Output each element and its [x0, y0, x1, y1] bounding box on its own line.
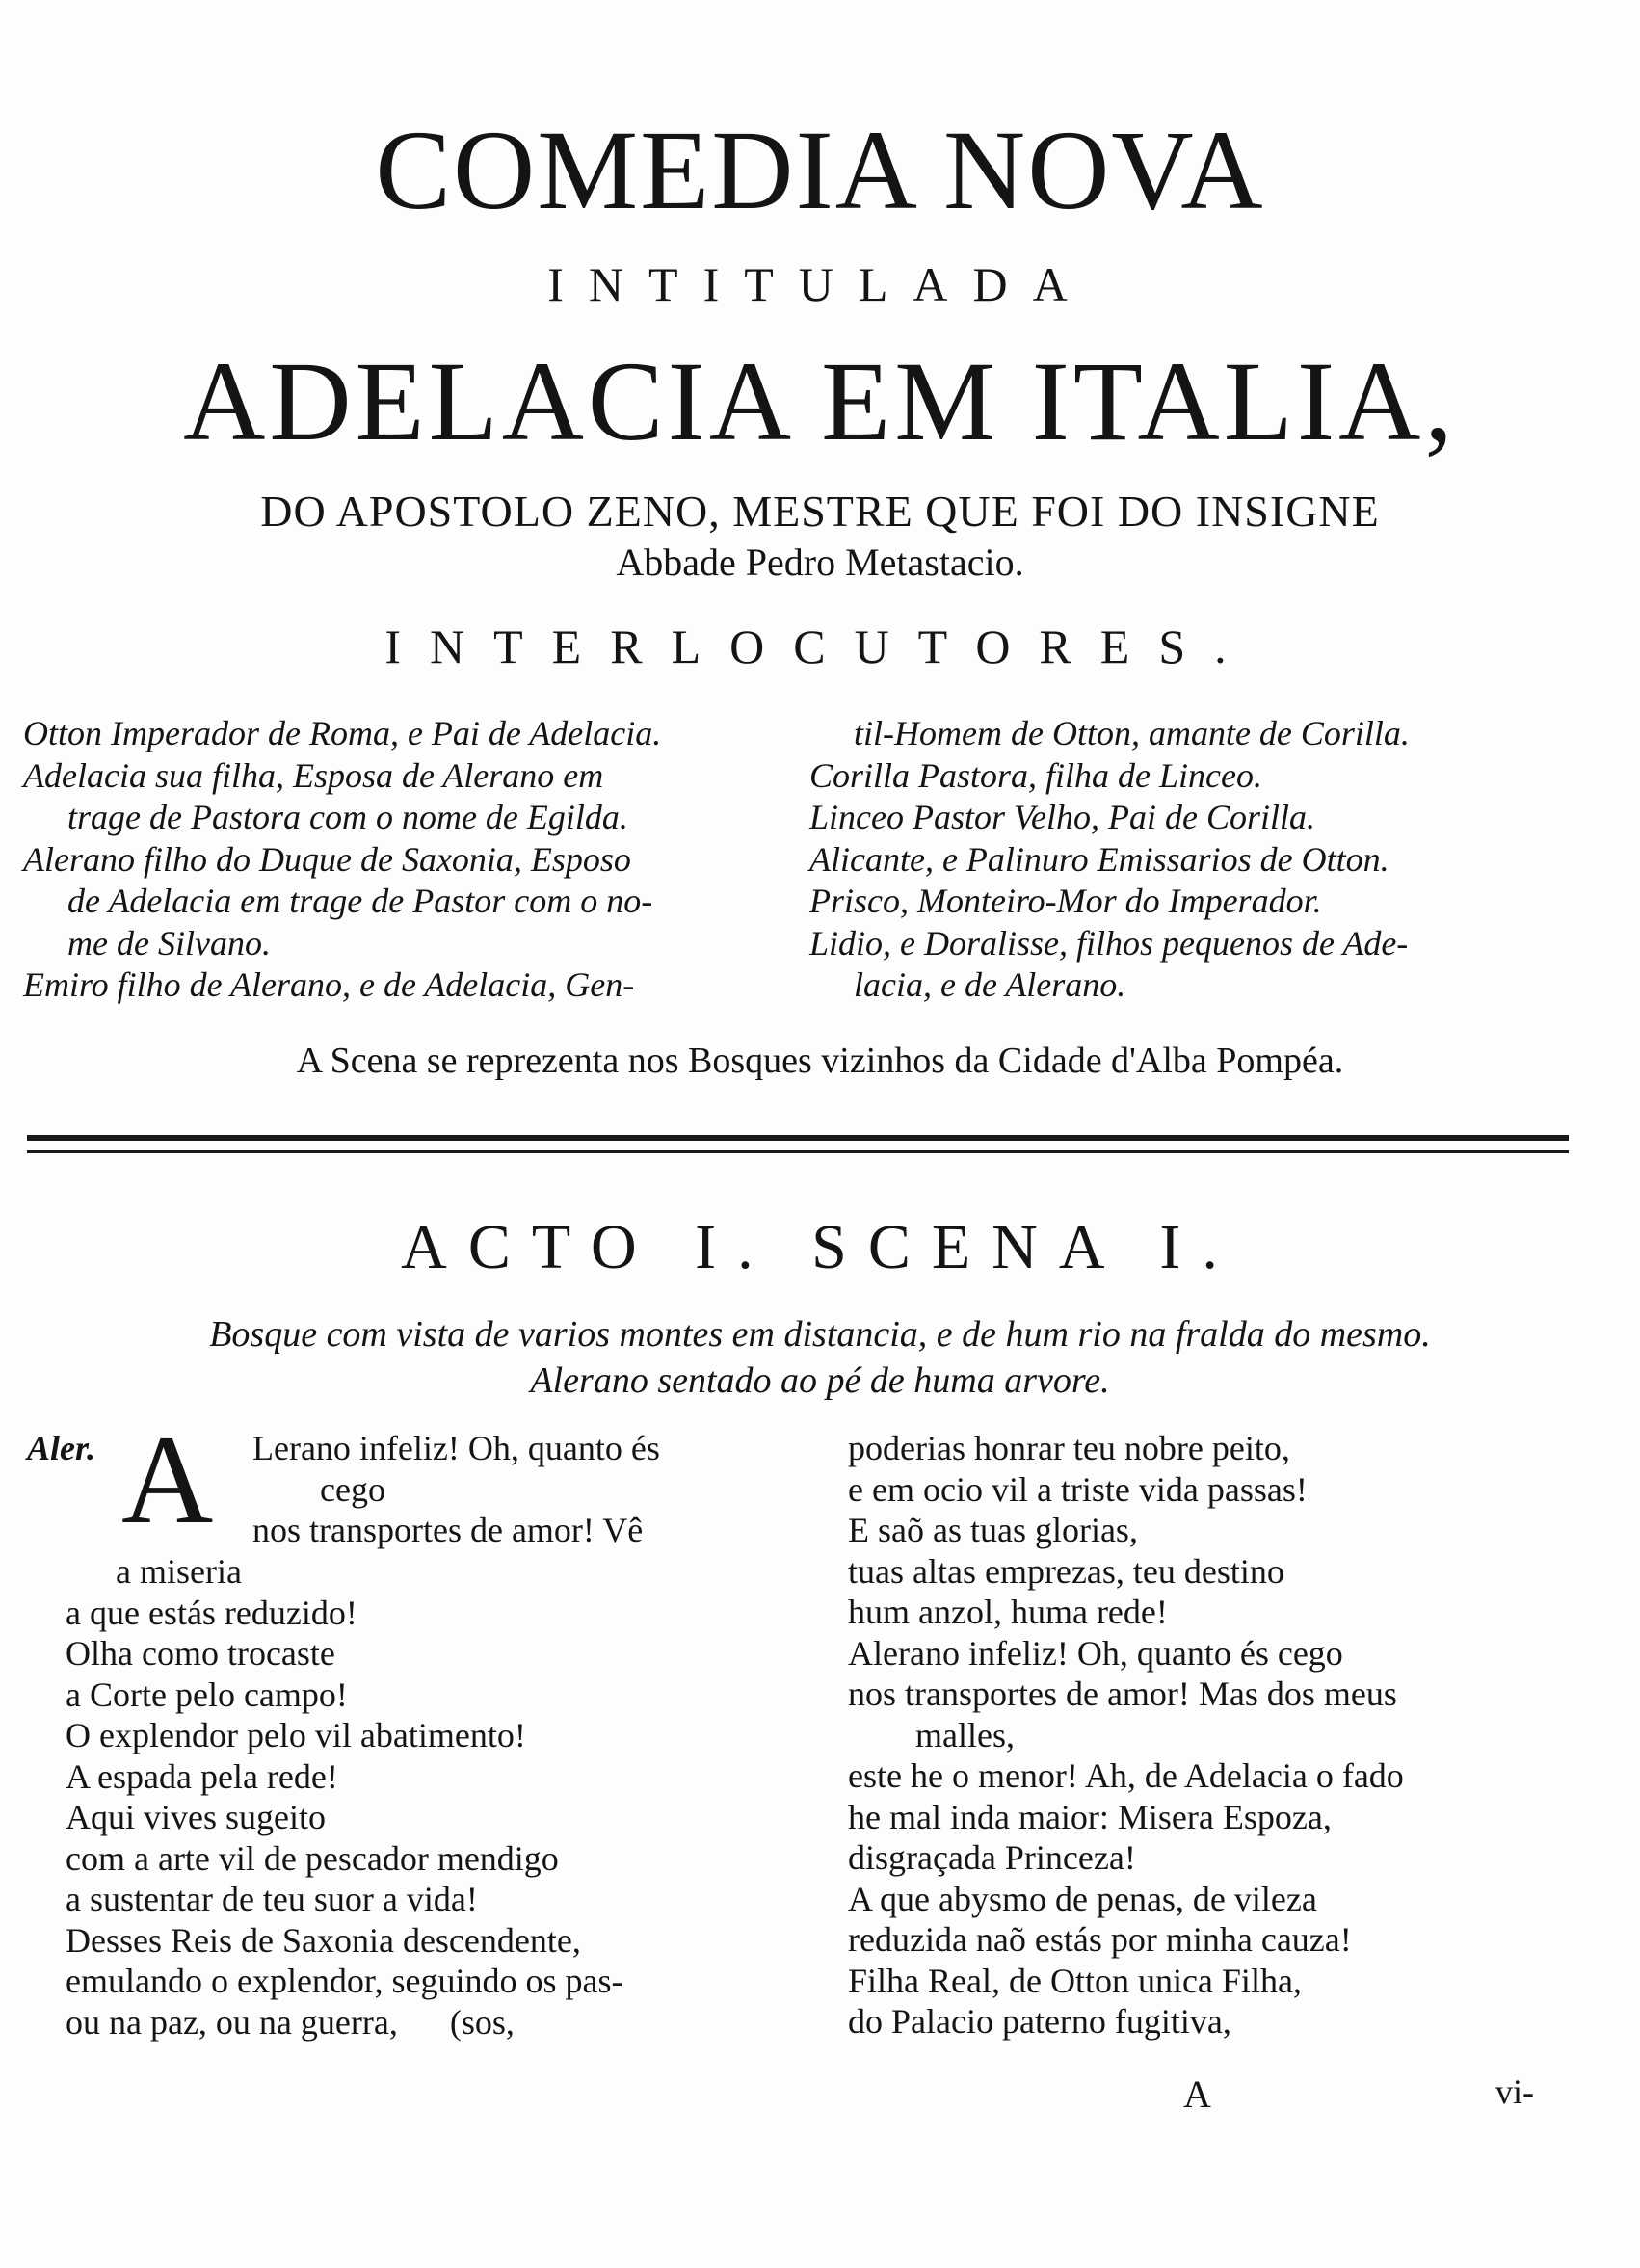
stage-direction: Alerano sentado ao pé de huma arvore.	[530, 1360, 1110, 1401]
cast-line: Corilla Pastora, filha de Linceo.	[809, 755, 1263, 795]
cast-line: Emiro filho de Alerano, e de Adelacia, Gen-	[23, 965, 635, 1004]
verse-line: Olha como trocaste	[66, 1634, 335, 1673]
cast-line: Alicante, e Palinuro Emissarios de Otton.	[809, 839, 1389, 879]
act-heading: ACTO I. SCENA I.	[401, 1212, 1239, 1282]
verse-column-right	[848, 1428, 1404, 2043]
stage-direction: Bosque com vista de varios montes em distancia, e de hum rio na fralda do mesmo.	[209, 1314, 1431, 1355]
verse-line: a que estás reduzido!	[66, 1593, 357, 1632]
verse-line: Alerano infeliz! Oh, quanto és cego	[848, 1633, 1343, 1673]
cast-line: Lidio, e Doralisse, filhos pequenos de Ade-	[809, 923, 1409, 963]
verse-line: do Palacio paterno fugitiva,	[848, 2002, 1231, 2041]
verse-column-left-opening	[252, 1428, 660, 1551]
verse-line: este he o menor! Ah, de Adelacia o fado	[848, 1756, 1404, 1795]
verse-line: reduzida naõ estás por minha cauza!	[848, 1920, 1352, 1959]
verse-line: disgraçada Princeza!	[848, 1838, 1136, 1877]
verse-line: nos transportes de amor! Vê	[252, 1511, 644, 1549]
cast-line: me de Silvano.	[67, 923, 271, 963]
verse-line: A que abysmo de penas, de vileza	[848, 1879, 1317, 1918]
cast-line: til-Homem de Otton, amante de Corilla.	[854, 714, 1410, 752]
verse-line: E saõ as tuas glorias,	[848, 1511, 1138, 1549]
verse-line: com a arte vil de pescador mendigo	[66, 1838, 559, 1878]
signature-mark: A	[1183, 2072, 1211, 2116]
cast-list-left	[23, 713, 784, 1007]
verse-line: a Corte pelo campo!	[66, 1675, 348, 1714]
verse-line: Filha Real, de Otton unica Filha,	[848, 1961, 1302, 2000]
interlocutores-heading: INTERLOCUTORES.	[384, 620, 1256, 673]
cast-line: Prisco, Monteiro-Mor do Imperador.	[809, 882, 1322, 920]
cast-line: de Adelacia em trage de Pastor com o no-	[67, 882, 653, 920]
verse-line: he mal inda maior: Misera Espoza,	[848, 1797, 1332, 1836]
verse-line: a sustentar de teu suor a vida!	[66, 1880, 478, 1918]
verse-column-left	[66, 1551, 622, 2043]
verse-line: malles,	[915, 1715, 1015, 1754]
cast-line: Linceo Pastor Velho, Pai de Corilla.	[809, 798, 1315, 836]
verse-line: Lerano infeliz! Oh, quanto és	[252, 1429, 660, 1467]
verse-line: poderias honrar teu nobre peito,	[848, 1429, 1290, 1467]
divider-rule-thick	[27, 1135, 1569, 1141]
verse-line: nos transportes de amor! Mas dos meus	[848, 1675, 1397, 1713]
verse-line: ou na paz, ou na guerra, (sos,	[66, 2002, 515, 2042]
author-line: DO APOSTOLO ZENO, MESTRE QUE FOI DO INSIGNE	[260, 487, 1380, 536]
verse-line: a miseria	[116, 1552, 242, 1591]
play-title: ADELACIA EM ITALIA,	[183, 338, 1457, 464]
author-line-2: Abbade Pedro Metastacio.	[616, 541, 1024, 584]
cast-line: lacia, e de Alerano.	[854, 965, 1126, 1004]
divider-rule-thin	[27, 1150, 1569, 1153]
verse-line: Aqui vives sugeito	[66, 1798, 326, 1836]
verse-line: O explendor pelo vil abatimento!	[66, 1716, 526, 1754]
verse-line: tuas altas emprezas, teu destino	[848, 1551, 1284, 1591]
cast-line: trage de Pastora com o nome de Egilda.	[67, 798, 628, 836]
cast-list-right	[809, 713, 1619, 1007]
subtitle-intitulada: INTITULADA	[547, 257, 1093, 311]
catchword: vi-	[1495, 2072, 1534, 2111]
cast-line: Adelacia sua filha, Esposa de Alerano em	[23, 755, 604, 795]
speaker-name: Aler.	[27, 1429, 96, 1467]
verse-line: cego	[320, 1469, 385, 1509]
verse-line: A espada pela rede!	[66, 1756, 338, 1796]
page-title: COMEDIA NOVA	[375, 107, 1265, 233]
verse-line: hum anzol, huma rede!	[848, 1593, 1168, 1631]
verse-line: Desses Reis de Saxonia descendente,	[66, 1920, 581, 1960]
scene-setting: A Scena se reprezenta nos Bosques vizinhos da Cidade d'Alba Pompéa.	[296, 1041, 1344, 1081]
cast-line: Alerano filho do Duque de Saxonia, Esposo	[23, 839, 631, 879]
verse-line: e em ocio vil a triste vida passas!	[848, 1469, 1308, 1509]
drop-capital: A	[121, 1409, 214, 1550]
cast-line: Otton Imperador de Roma, e Pai de Adelacia.	[23, 714, 662, 752]
verse-line: emulando o explendor, seguindo os pas-	[66, 1962, 623, 2000]
